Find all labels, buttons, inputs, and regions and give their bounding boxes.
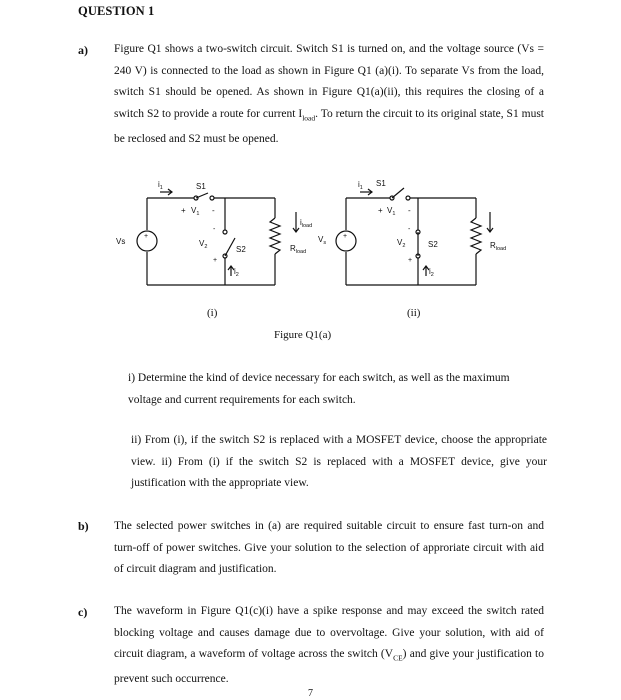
part-a-text: Figure Q1 shows a two-switch circuit. Switch S1 is turned on, and the voltage source (Vs = 240 V) is connected to the load as shown in Figure Q1 (a)(i). To separate Vs from the load, switch S1 should be opened. As shown in Figure Q1(a)(ii), this requires the closing of a switch S2 to provide a route for current I bbox=[114, 43, 544, 121]
v1-plus-ii: + bbox=[378, 206, 383, 215]
v1-label-ii: $V_1$ bbox=[387, 206, 396, 217]
v2-minus-i: - bbox=[213, 226, 216, 233]
part-c-text: The waveform in Figure Q1(c)(i) have a spike response and may exceed the switch rated blocking voltage and causes damage due to overvoltage. Give your solution, with aid of circuit diagram, a waveform of voltage across the switch (V bbox=[114, 605, 544, 661]
v1-label-i: $V_1$ bbox=[191, 206, 200, 217]
part-c-text-sub: CE bbox=[393, 653, 403, 663]
s1-label-ii: S1 bbox=[376, 179, 386, 188]
part-b-label: b) bbox=[78, 519, 89, 533]
v2-plus-ii: + bbox=[408, 257, 413, 264]
vs-label-i: Vs bbox=[116, 237, 126, 246]
i2-label-i: $i_2$ bbox=[234, 267, 239, 278]
circuit-i bbox=[137, 189, 299, 285]
part-c-paragraph bbox=[114, 601, 544, 691]
v1-plus-i: + bbox=[181, 206, 186, 215]
vs-plus-i: + bbox=[144, 233, 149, 240]
part-b-text: The selected power switches in (a) are required suitable circuit to ensure fast turn-on and turn-off of power switches. Give your solution to the selection of approriate circuit with aid of circuit diagram and justification. bbox=[114, 520, 544, 576]
i2-label-ii: $i_2$ bbox=[429, 267, 434, 278]
caption-i: (i) bbox=[207, 307, 218, 319]
i1-label-i: $i_1$ bbox=[158, 180, 163, 191]
vs-label-ii: $V_s$ bbox=[318, 235, 327, 246]
circuit-ii bbox=[336, 188, 493, 285]
v1-minus-ii: - bbox=[408, 206, 411, 215]
i1-label-ii: $i_1$ bbox=[358, 180, 363, 191]
page-mark: 7 bbox=[308, 688, 313, 699]
part-a-label: a) bbox=[78, 43, 88, 57]
v2-label-i: $V_2$ bbox=[199, 239, 208, 250]
question-a-ii bbox=[117, 430, 547, 495]
question-heading: QUESTION 1 bbox=[78, 4, 155, 18]
rload-label-i: $R_{load}$ bbox=[290, 244, 307, 255]
caption-ii: (ii) bbox=[407, 307, 421, 319]
v2-minus-ii: - bbox=[408, 226, 411, 233]
v2-plus-i: + bbox=[213, 257, 218, 264]
s1-label-i: S1 bbox=[196, 182, 206, 191]
question-a-i-text: i) Determine the kind of device necessary for each switch, as well as the maximum voltage and current requirements for each switch. bbox=[128, 372, 510, 406]
part-c-text-end: ) and give your justification to prevent such occurrence. bbox=[114, 648, 544, 686]
vs-plus-ii: + bbox=[343, 233, 348, 240]
v1-minus-i: - bbox=[212, 206, 215, 215]
question-a-i bbox=[114, 368, 546, 411]
part-c-label: c) bbox=[78, 605, 88, 619]
rload-label-ii: $R_{load}$ bbox=[490, 241, 507, 252]
part-a-text-sub: load bbox=[302, 113, 316, 123]
question-a-ii-text: ii) From (i), if the switch S2 is replaced with a MOSFET device, choose the appropriate view. ii) From (i) if the switch S2 is replaced with a MOSFET device, give your justification with the appropriate view. bbox=[131, 434, 547, 490]
part-a-text-end: . To return the circuit to its original state, S1 must be reclosed and S2 must be opened. bbox=[114, 108, 544, 146]
figure-q1a bbox=[0, 0, 621, 345]
s2-label-ii: S2 bbox=[428, 240, 438, 249]
s2-label-i: S2 bbox=[236, 245, 246, 254]
v2-label-ii: $V_2$ bbox=[397, 238, 406, 249]
iload-label-i: $i_{load}$ bbox=[300, 218, 313, 229]
figure-title: Figure Q1(a) bbox=[274, 329, 332, 341]
